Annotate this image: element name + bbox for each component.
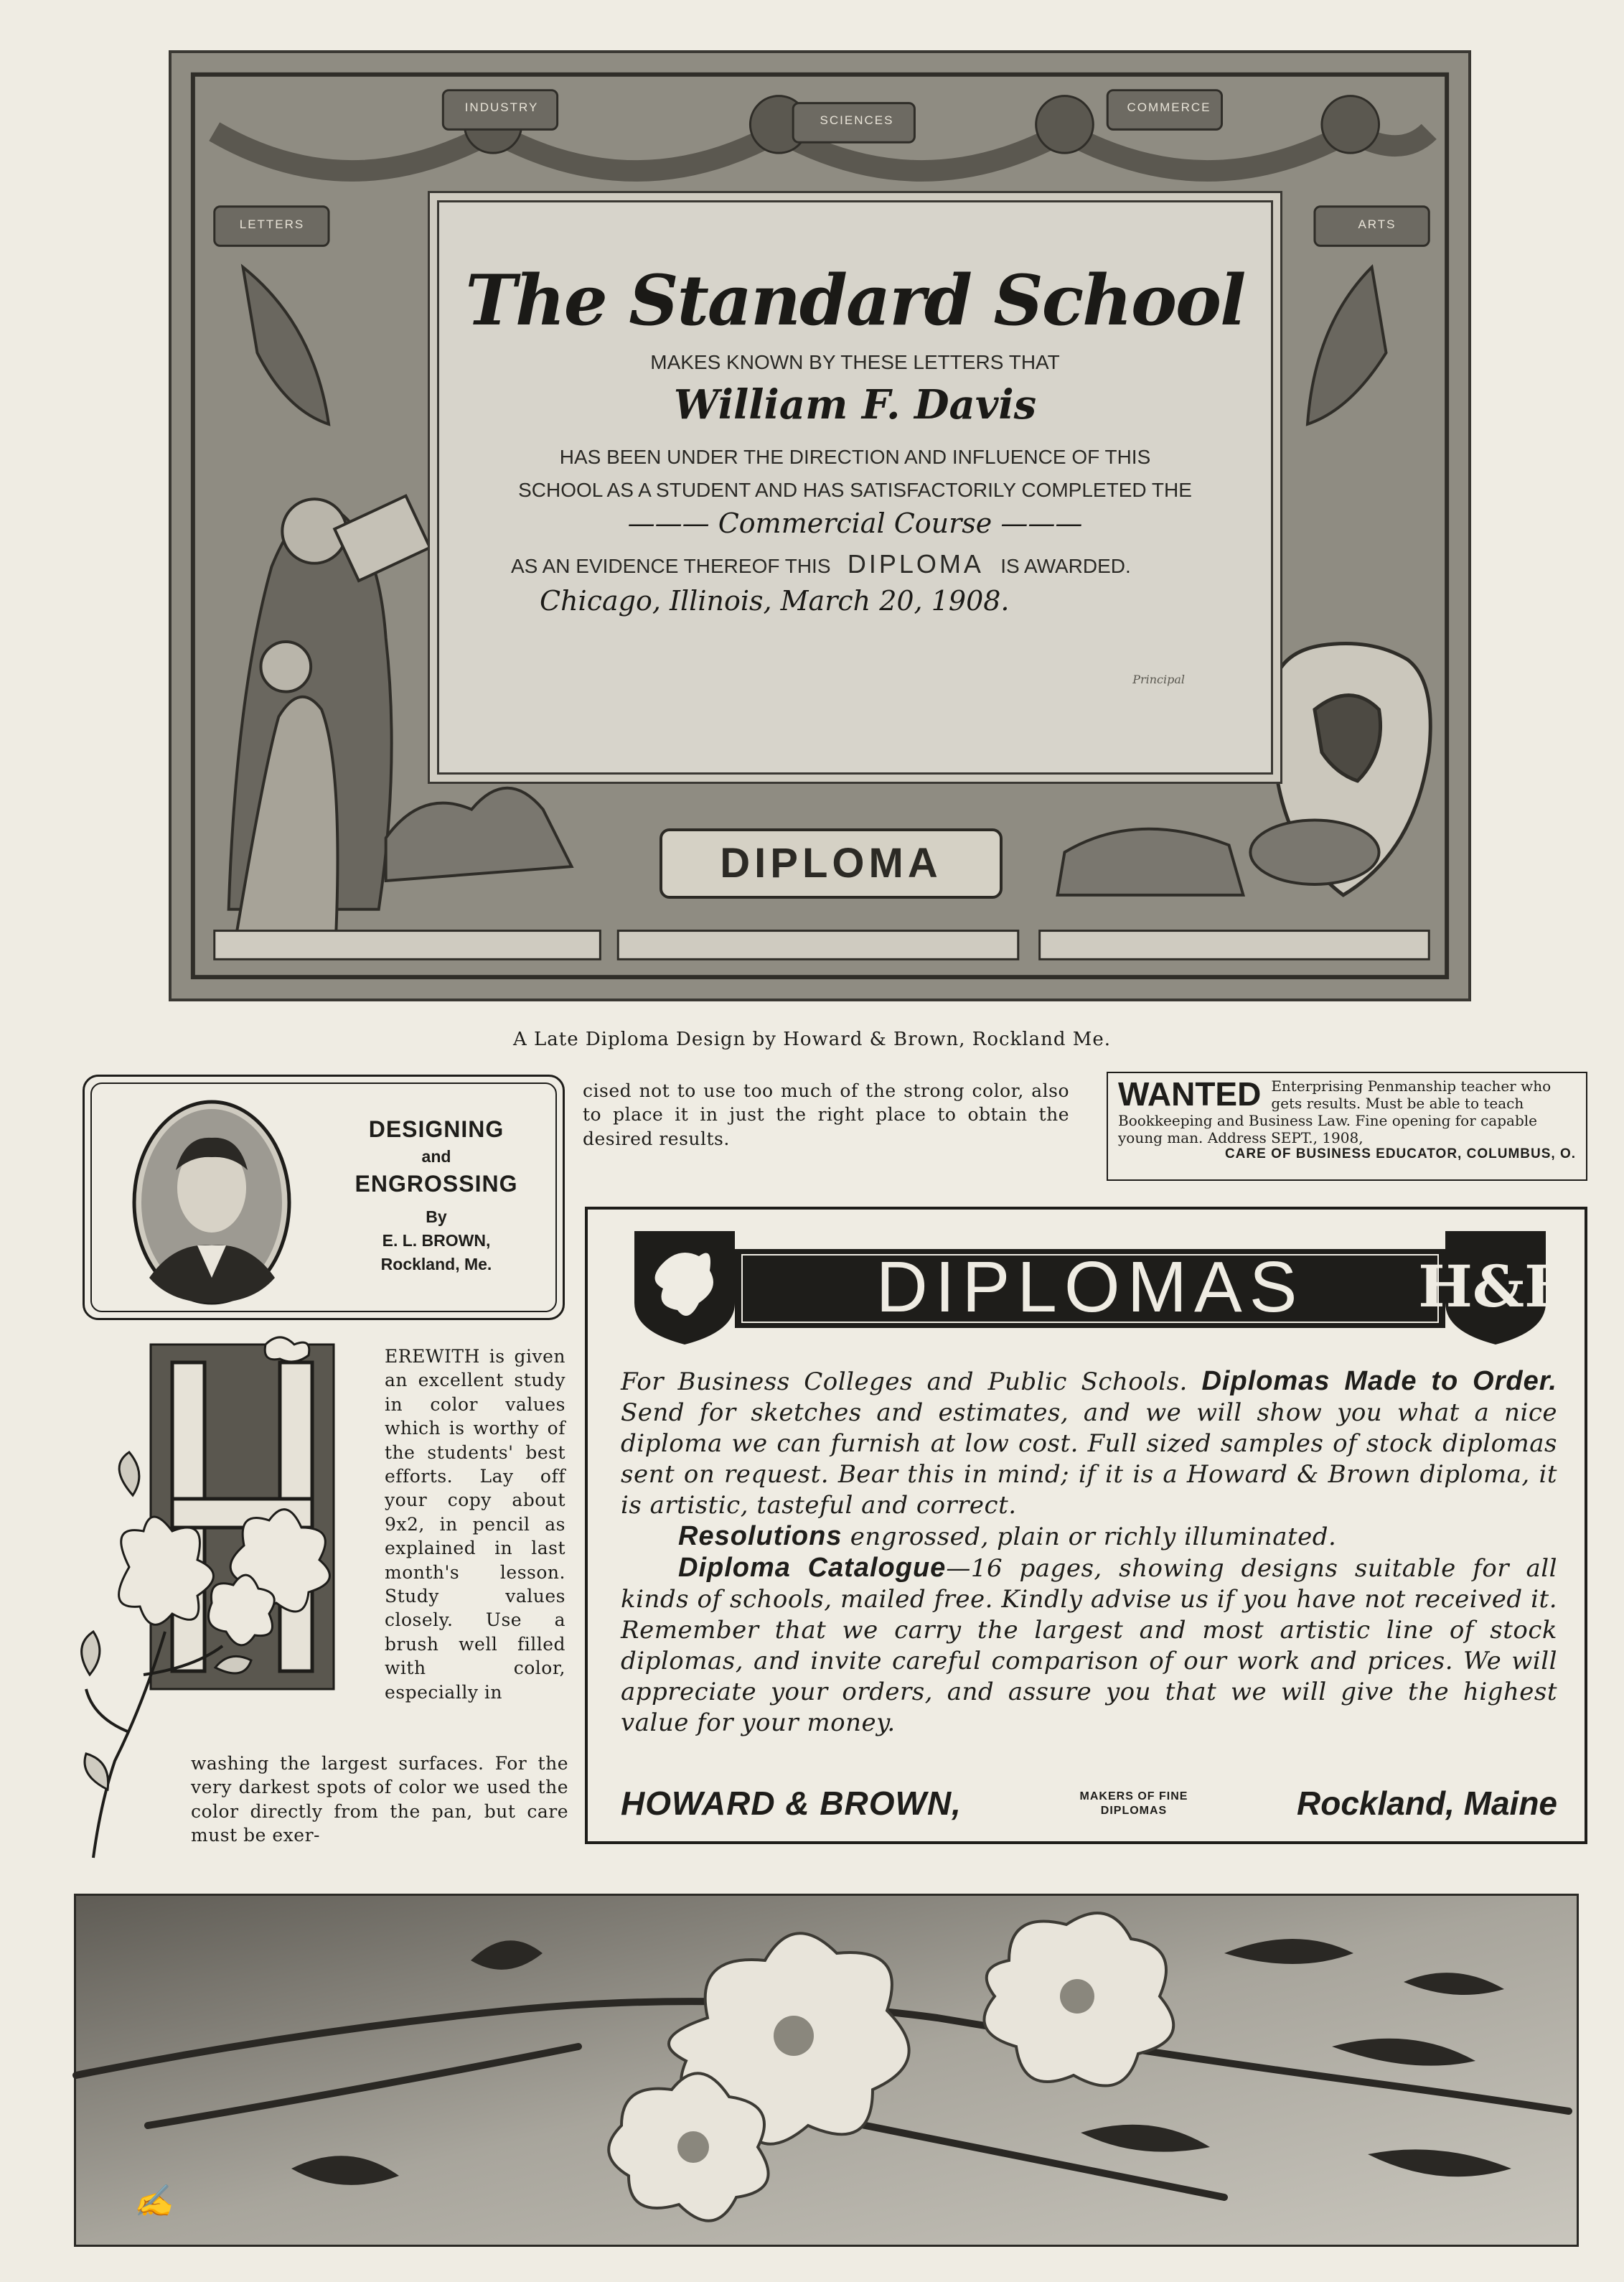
ad-p1-a: For Business Colleges and Public Schools. xyxy=(621,1367,1188,1396)
diploma-line-4b: DIPLOMA xyxy=(847,549,984,579)
cartouche-industry: INDUSTRY xyxy=(464,100,539,114)
lesson-text-continued: washing the largest surfaces. For the very darkest spots of color we used the color directly from the pan, but care must be exer- xyxy=(191,1753,568,1846)
cartouche-sciences: SCIENCES xyxy=(820,113,894,127)
author-place: Rockland, Me. xyxy=(380,1255,492,1273)
ad-p2-a: Resolutions xyxy=(678,1521,842,1551)
monogram-hb: H&B xyxy=(1418,1253,1573,1320)
ad-firm-location: Rockland, Maine xyxy=(1297,1785,1557,1822)
author-and: and xyxy=(421,1147,451,1166)
ad-p1-c: Send for sketches and estimates, and we will show you what a nice diploma we can furnish at low cost. Full sized samples of stock diplomas sent on request. Bear this in mind; if it is a Howard & Brown diploma, it is artistic, tasteful and correct. xyxy=(621,1398,1557,1520)
diploma-course: ——— Commercial Course ——— xyxy=(627,508,1083,539)
ad-footer xyxy=(621,1784,1557,1827)
diploma-line-1: MAKES KNOWN BY THESE LETTERS THAT xyxy=(650,351,1060,373)
author-title-designing: DESIGNING xyxy=(368,1116,504,1142)
diploma-place-date: Chicago, Illinois, March 20, 1908. xyxy=(540,585,1010,617)
diploma-caption: A Late Diploma Design by Howard & Brown, Rockland Me. xyxy=(512,1029,1112,1050)
diploma-text-panel xyxy=(437,200,1273,775)
ad-p3-a: Diploma Catalogue xyxy=(678,1553,947,1583)
cartouche-letters: LETTERS xyxy=(239,218,305,231)
ad-p3 xyxy=(621,1553,1557,1739)
diploma-school-name: The Standard School xyxy=(465,260,1245,341)
wanted-body: Enterprising Penmanship teacher who gets results. Must be able to teach Bookkeeping and Business Law. Fine opening for capable young man. Address SEPT., 1908, xyxy=(1118,1077,1552,1146)
lesson-text-intro: EREWITH is given an excellent study in color values which is worthy of the students' best efforts. Lay off your copy about 9x2, in pencil as explained in last month's lesson. Study values closely. Use a brush well filled with color, especially in xyxy=(385,1346,565,1703)
cartouche-arts: ARTS xyxy=(1358,218,1397,231)
diplomas-advertisement xyxy=(585,1207,1587,1844)
diploma-illustration xyxy=(169,50,1471,1001)
diploma-course-name: Commercial Course xyxy=(718,508,992,539)
author-by: By xyxy=(426,1207,447,1226)
artist-monogram-signature: ✍ xyxy=(133,2183,173,2220)
ad-copy xyxy=(621,1366,1557,1739)
ad-p1-b: Diplomas Made to Order. xyxy=(1201,1366,1557,1396)
author-title-engrossing: ENGROSSING xyxy=(355,1171,518,1197)
cartouche-commerce: COMMERCE xyxy=(1127,100,1211,114)
lesson-text-conclusion: cised not to use too much of the strong color, also to place it in just the right place to obtain the desired results. xyxy=(583,1080,1069,1149)
ad-firm-name: HOWARD & BROWN, xyxy=(621,1785,962,1822)
author-name: E. L. BROWN, xyxy=(382,1231,491,1250)
floral-painting xyxy=(76,1896,1577,2245)
diplomas-title: DIPLOMAS xyxy=(876,1247,1305,1327)
wanted-ad xyxy=(1107,1072,1587,1181)
diploma-line-4c: IS AWARDED. xyxy=(1000,555,1131,577)
diplomas-title-banner xyxy=(627,1224,1573,1346)
diploma-line-3: SCHOOL AS A STUDENT AND HAS SATISFACTORILY COMPLETED THE xyxy=(518,479,1192,501)
floral-painting-illustration xyxy=(74,1894,1579,2247)
author-box xyxy=(83,1075,565,1320)
diploma-student-name: William F. Davis xyxy=(673,381,1037,429)
author-box-inner xyxy=(90,1082,557,1312)
wanted-heading: WANTED xyxy=(1118,1075,1262,1113)
diploma-line-2: HAS BEEN UNDER THE DIRECTION AND INFLUENCE OF THIS xyxy=(559,446,1151,468)
diploma-signature: Principal xyxy=(1132,673,1185,686)
diploma-line-4 xyxy=(511,549,1271,579)
diploma-banner: DIPLOMA xyxy=(660,828,1003,899)
ad-makers-tagline: MAKERS OF FINE DIPLOMAS xyxy=(1079,1790,1188,1817)
author-credit xyxy=(329,1116,544,1278)
author-portrait xyxy=(131,1098,293,1306)
ad-p2-b: engrossed, plain or richly illuminated. xyxy=(850,1523,1337,1551)
ad-p2 xyxy=(621,1521,1557,1553)
diploma-line-4a: AS AN EVIDENCE THEREOF THIS xyxy=(511,555,831,577)
wanted-address: CARE OF BUSINESS EDUCATOR, COLUMBUS, O. xyxy=(1224,1146,1576,1161)
ad-p3-b: —16 pages, showing designs suitable for all kinds of schools, mailed free. Kindly advise us if you have not received it. Remember that we carry the largest and most artistic line of stock diplomas, and invite careful comparison of our work and prices. We will appreciate your orders, and assure you that we will give the highest value for your money. xyxy=(621,1554,1558,1737)
